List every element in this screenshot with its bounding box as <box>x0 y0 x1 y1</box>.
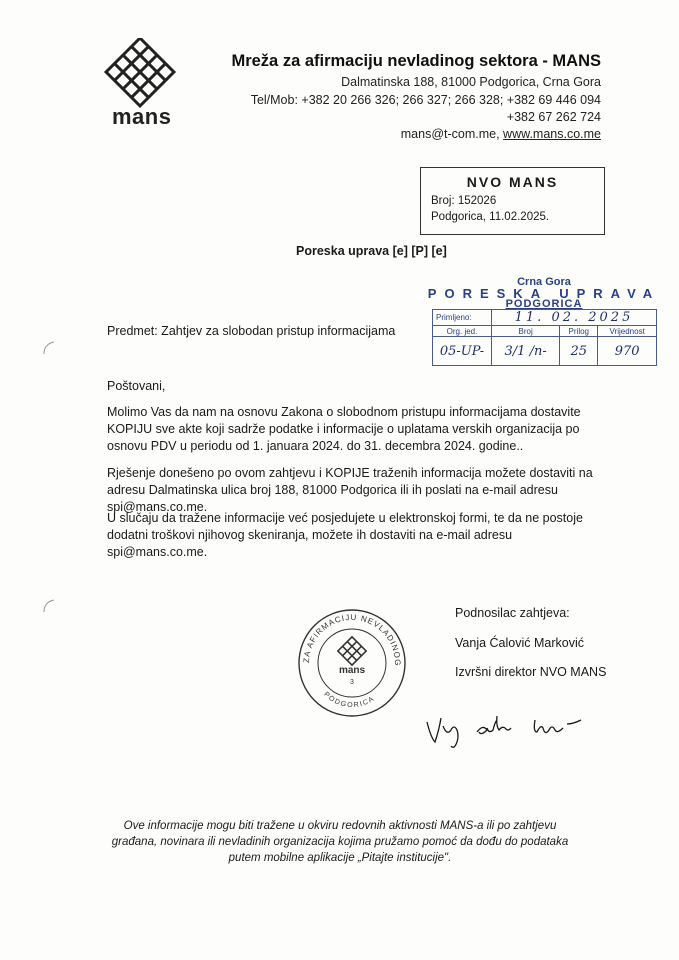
stamp-country: Crna Gora <box>517 276 571 288</box>
reference-date: Podgorica, 11.02.2025. <box>431 211 550 223</box>
seal-center-text: mans <box>338 665 366 676</box>
subject-line: Predmet: Zahtjev za slobodan pristup informacijama <box>107 324 396 338</box>
org-phones-extra: +382 67 262 724 <box>506 110 601 124</box>
reference-box <box>420 167 605 235</box>
stamp-col-org: Org. jed. <box>433 326 492 337</box>
seal-bottom-text: PODGORICA <box>322 691 377 710</box>
seal-number: 3 <box>350 679 354 686</box>
stamp-table <box>432 309 657 366</box>
seal-ring-text: ZA AFIRMACIJU NEVLADINOG <box>301 612 403 667</box>
svg-text:PODGORICA <box>322 691 376 709</box>
stamp-hw-att: 25 <box>560 337 598 366</box>
reference-title: NVO MANS <box>466 174 559 190</box>
org-contact <box>401 127 601 141</box>
org-address: Dalmatinska 188, 81000 Podgorica, Crna Gora <box>341 75 601 89</box>
paragraph-delivery: Rješenje donešeno po ovom zahtjevu i KOPIJE traženih informacija možete dostaviti na adresu Dalmatinska ulica broj 188, 81000 Podgorica ili ih poslati na e-mail adresu spi@mans.co.me. <box>107 466 593 514</box>
stamp-col-num: Broj <box>492 326 560 337</box>
handwritten-signature <box>425 708 595 748</box>
margin-mark <box>40 598 58 620</box>
stamp-received-date: 11. 02. 2025 <box>492 310 657 326</box>
addressee: Poreska uprava [e] [P] [e] <box>296 244 447 258</box>
org-phones: Tel/Mob: +382 20 266 326; 266 327; 266 328; +382 69 446 094 <box>250 93 601 107</box>
signer-title: Izvršni direktor NVO MANS <box>455 665 607 679</box>
signer-name: Vanja Ćalović Marković <box>455 636 584 650</box>
stamp-authority: PORESKA UPRAVA <box>427 286 661 301</box>
footer-note: Ove informacije mogu biti tražene u okviru redovnih aktivnosti MANS-a ili po zahtjevu građana, novinara ili nevladinih organizacija kojima pružamo pomoć da dođu do podataka putem mobilne aplikacije „Pitajte institucije". <box>111 820 569 864</box>
received-stamp <box>425 276 663 378</box>
official-seal <box>296 607 408 719</box>
stamp-city: PODGORICA <box>505 298 583 310</box>
paragraph-request: Molimo Vas da nam na osnovu Zakona o slobodnom pristupu informacijama dostavite KOPIJU sve akte koji sadrže podatke i informacije o uplatama verskih organizacija po osnovu PDV u periodu od 1. januara 2024. do 31. decembra 2024. godine.. <box>107 405 581 453</box>
stamp-received-label: Primljeno: <box>433 310 492 326</box>
stamp-col-val: Vrijednost <box>598 326 657 337</box>
paragraph-electronic: U slučaju da tražene informacije već posjedujete u elektronskoj formi, te da ne postoje dodatni troškovi njihovog skeniranja, možete ih dostaviti na e-mail adresu spi@mans.co.me. <box>107 511 583 559</box>
salutation: Poštovani, <box>107 379 166 393</box>
org-email: mans@t-com.me, <box>400 127 504 141</box>
stamp-hw-val: 970 <box>598 337 657 366</box>
logo-wordmark: mans <box>112 104 172 129</box>
stamp-hw-org: 05-UP- <box>433 337 492 366</box>
signature-label: Podnosilac zahtjeva: <box>455 606 570 620</box>
stamp-col-att: Prilog <box>560 326 598 337</box>
margin-mark <box>40 340 58 362</box>
stamp-hw-num: 3/1 /n- <box>492 337 560 366</box>
org-website-link[interactable]: www.mans.co.me <box>503 127 601 141</box>
reference-number: Broj: 152026 <box>431 195 497 207</box>
org-name: Mreža za afirmaciju nevladinog sektora - MANS <box>231 52 601 70</box>
